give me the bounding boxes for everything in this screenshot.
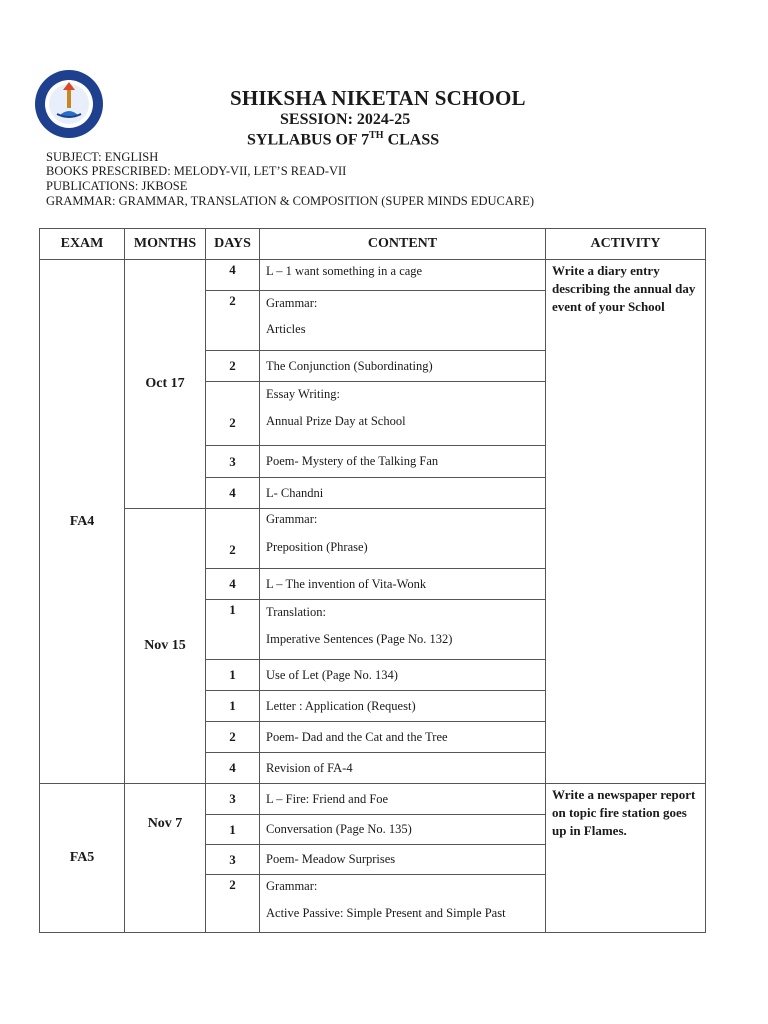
books-line: BOOKS PRESCRIBED: MELODY-VII, LET’S READ-VII bbox=[46, 164, 347, 178]
content-line: Imperative Sentences (Page No. 132) bbox=[266, 632, 453, 646]
table-row bbox=[40, 784, 706, 815]
content-cell bbox=[260, 291, 546, 351]
content-cell bbox=[260, 600, 546, 660]
syllabus-sup: TH bbox=[369, 130, 384, 141]
header-days: DAYS bbox=[206, 229, 260, 260]
content-line: Preposition (Phrase) bbox=[266, 540, 368, 554]
content-line: Grammar: bbox=[266, 512, 318, 526]
days-cell: 4 bbox=[206, 569, 260, 600]
activity-cell: Write a newspaper report on topic fire station goes up in Flames. bbox=[546, 784, 706, 933]
days-cell: 1 bbox=[206, 815, 260, 845]
content-line: Active Passive: Simple Present and Simple Past bbox=[266, 906, 506, 920]
content-line: Use of Let (Page No. 134) bbox=[266, 667, 398, 682]
content-line: Conversation (Page No. 135) bbox=[266, 822, 412, 836]
content-cell bbox=[260, 875, 546, 933]
days-cell: 2 bbox=[206, 382, 260, 446]
days-cell: 3 bbox=[206, 845, 260, 875]
content-line: Articles bbox=[266, 322, 306, 336]
days-cell: 2 bbox=[206, 509, 260, 569]
content-cell bbox=[260, 845, 546, 875]
content-line: L – Fire: Friend and Foe bbox=[266, 791, 389, 806]
syllabus-title bbox=[247, 130, 439, 149]
content-line: Annual Prize Day at School bbox=[266, 414, 406, 428]
content-line: Grammar: bbox=[266, 879, 318, 893]
content-cell bbox=[260, 478, 546, 509]
content-line: L- Chandni bbox=[266, 485, 324, 500]
content-line: The Conjunction (Subordinating) bbox=[266, 358, 433, 373]
month-cell: Oct 17 bbox=[125, 260, 206, 509]
days-cell: 1 bbox=[206, 660, 260, 691]
table-header-row bbox=[40, 229, 706, 260]
content-line: Poem- Dad and the Cat and the Tree bbox=[266, 729, 448, 744]
content-cell bbox=[260, 815, 546, 845]
content-cell bbox=[260, 569, 546, 600]
month-cell: Nov 15 bbox=[125, 509, 206, 784]
days-cell: 4 bbox=[206, 753, 260, 784]
school-crest-logo bbox=[33, 68, 105, 140]
content-cell bbox=[260, 784, 546, 815]
header-activity: ACTIVITY bbox=[546, 229, 706, 260]
days-cell: 2 bbox=[206, 351, 260, 382]
syllabus-suffix: CLASS bbox=[383, 131, 440, 149]
subject-line: SUBJECT: ENGLISH bbox=[46, 150, 159, 164]
grammar-line: GRAMMAR: GRAMMAR, TRANSLATION & COMPOSITION (SUPER MINDS EDUCARE) bbox=[46, 194, 535, 208]
days-cell: 4 bbox=[206, 260, 260, 291]
content-cell bbox=[260, 509, 546, 569]
days-cell: 1 bbox=[206, 600, 260, 660]
content-line: L – The invention of Vita-Wonk bbox=[266, 576, 427, 591]
header-content: CONTENT bbox=[260, 229, 546, 260]
content-line: Grammar: bbox=[266, 296, 318, 310]
content-cell bbox=[260, 753, 546, 784]
content-line: Essay Writing: bbox=[266, 387, 340, 401]
content-cell bbox=[260, 351, 546, 382]
content-line: L – 1 want something in a cage bbox=[266, 264, 423, 278]
publications-line: PUBLICATIONS: JKBOSE bbox=[46, 179, 188, 193]
days-cell: 4 bbox=[206, 478, 260, 509]
content-line: Translation: bbox=[266, 605, 326, 619]
days-cell: 1 bbox=[206, 691, 260, 722]
content-cell bbox=[260, 691, 546, 722]
exam-cell: FA5 bbox=[40, 784, 125, 933]
activity-cell: Write a diary entry describing the annual day event of your School bbox=[546, 260, 706, 784]
days-cell: 2 bbox=[206, 291, 260, 351]
syllabus-table bbox=[39, 228, 706, 933]
days-cell: 2 bbox=[206, 875, 260, 933]
content-cell bbox=[260, 446, 546, 478]
content-cell bbox=[260, 382, 546, 446]
content-line: Poem- Meadow Surprises bbox=[266, 852, 396, 866]
content-line: Revision of FA-4 bbox=[266, 760, 353, 775]
days-cell: 3 bbox=[206, 784, 260, 815]
table-row bbox=[40, 260, 706, 291]
content-line: Poem- Mystery of the Talking Fan bbox=[266, 454, 439, 468]
content-cell bbox=[260, 260, 546, 291]
content-cell bbox=[260, 722, 546, 753]
days-cell: 3 bbox=[206, 446, 260, 478]
month-cell: Nov 7 bbox=[125, 784, 206, 933]
header-exam: EXAM bbox=[40, 229, 125, 260]
session-label: SESSION: 2024-25 bbox=[280, 111, 411, 128]
content-line: Letter : Application (Request) bbox=[266, 698, 416, 713]
header-months: MONTHS bbox=[125, 229, 206, 260]
school-name: SHIKSHA NIKETAN SCHOOL bbox=[230, 86, 526, 110]
content-cell bbox=[260, 660, 546, 691]
exam-cell: FA4 bbox=[40, 260, 125, 784]
days-cell: 2 bbox=[206, 722, 260, 753]
syllabus-prefix: SYLLABUS OF 7 bbox=[247, 131, 370, 149]
